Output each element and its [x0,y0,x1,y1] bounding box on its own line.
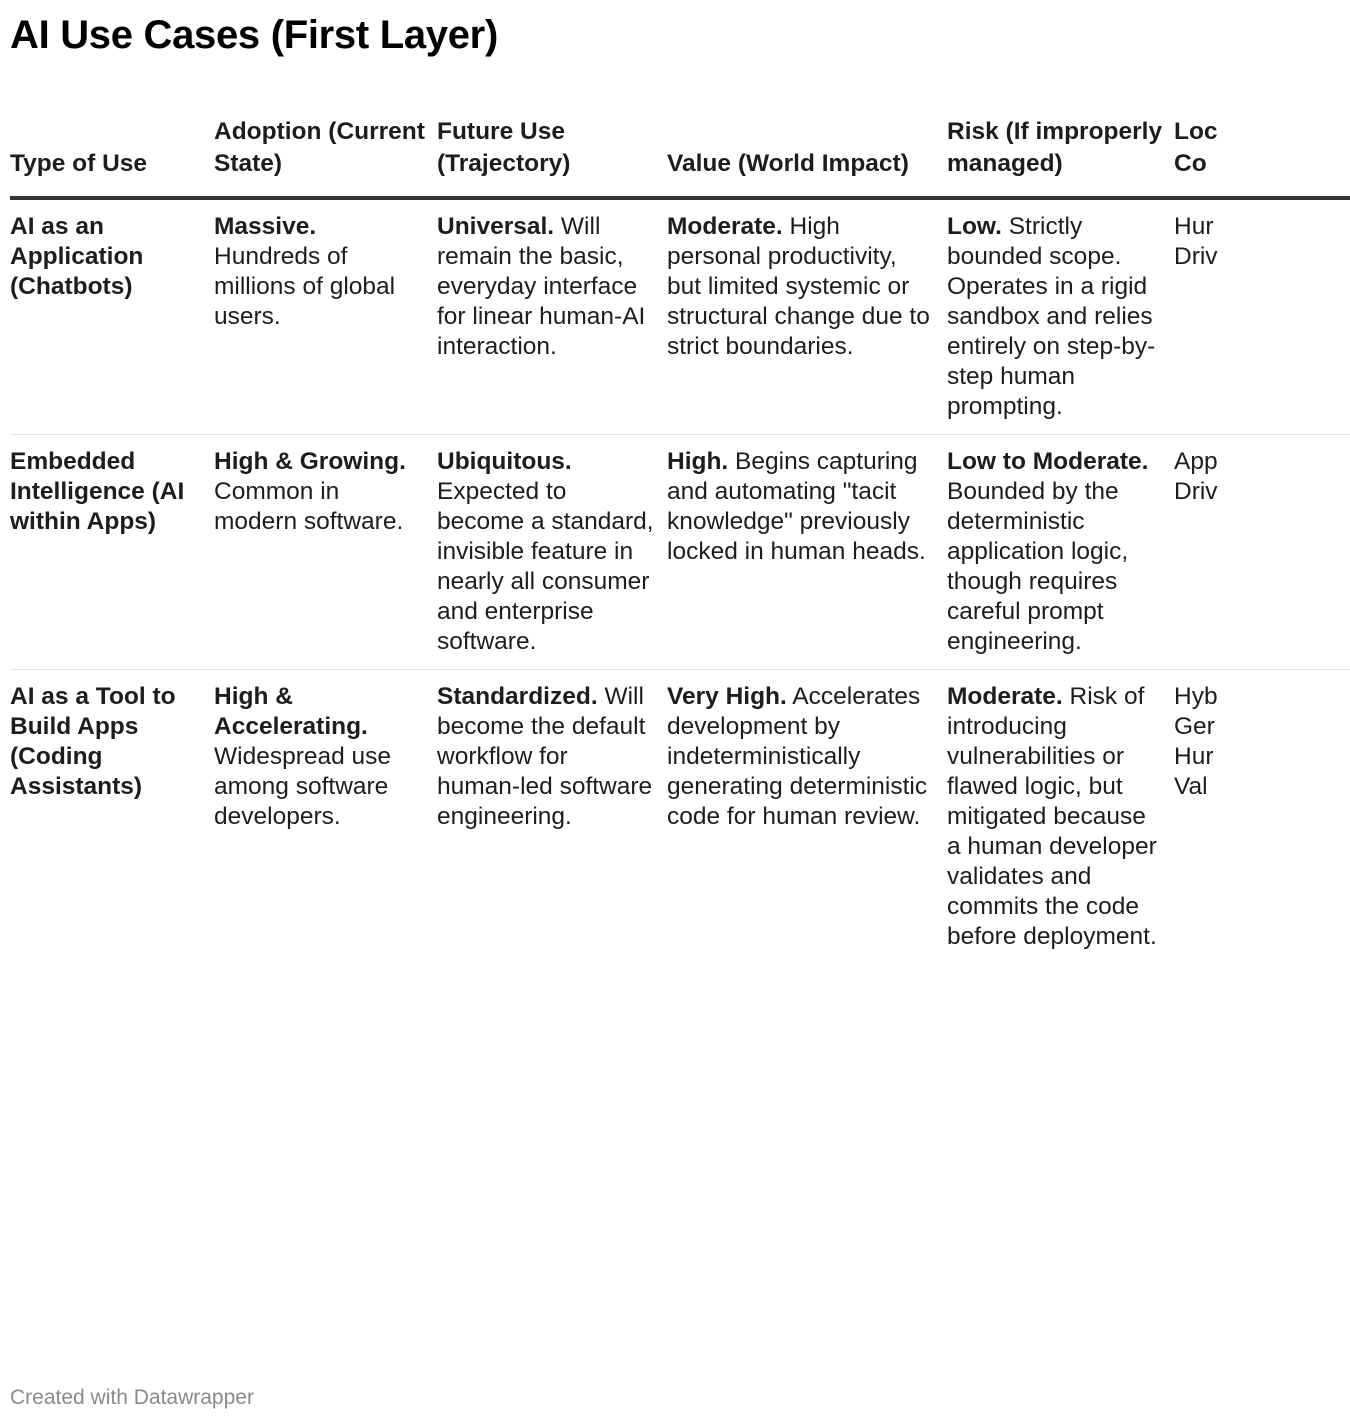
table-container [10,110,1218,1360]
column-header-adoption[interactable]: Adoption (Current State) [214,110,437,198]
table-row [10,670,1350,965]
cell-future [437,198,667,435]
cell-text: Begins capturing and automating "tacit knowledge" previously locked in human heads. [667,448,926,565]
cell-text: Hundreds of millions of global users. [214,243,396,330]
cell-lead: Ubiquitous. [437,448,572,475]
cell-text: Risk of introducing vulnerabilities or flawed logic, but mitigated because a human developer validates and commits the code before deployment. [947,683,1157,950]
cell-lead: High & Accelerating. [214,683,368,740]
cell-text: Accelerates development by indeterministically generating deterministic code for human review. [667,683,928,830]
cell-truncated [1174,198,1350,435]
cell-line: App [1174,448,1218,475]
cell-line: Hur [1174,743,1214,770]
cell-future [437,435,667,670]
cell-value [667,670,947,965]
header-line: Loc [1174,118,1218,145]
cell-lead: Low to Moderate. [947,448,1149,475]
cell-line: Hur [1174,213,1214,240]
cell-lead: Moderate. [947,683,1063,710]
use-cases-table [10,110,1350,964]
header-line: Co [1174,150,1207,177]
column-header-risk[interactable]: Risk (If improperly managed) [947,110,1174,198]
cell-text: Widespread use among software developers. [214,743,392,830]
cell-lead: Universal. [437,213,555,240]
cell-truncated [1174,670,1350,965]
cell-text: Bounded by the deterministic application logic, though requires careful prompt engineering. [947,478,1129,655]
cell-adoption [214,670,437,965]
cell-value [667,198,947,435]
column-header-value[interactable]: Value (World Impact) [667,110,947,198]
cell-truncated [1174,435,1350,670]
column-header-future[interactable]: Future Use (Trajectory) [437,110,667,198]
cell-adoption [214,435,437,670]
cell-text: Will become the default workflow for human-led software engineering. [437,683,653,830]
cell-type: AI as an Application (Chatbots) [10,198,214,435]
cell-risk [947,435,1174,670]
cell-type: Embedded Intelligence (AI within Apps) [10,435,214,670]
cell-lead: Very High. [667,683,787,710]
cell-risk [947,198,1174,435]
cell-line: Val [1174,773,1208,800]
cell-line: Driv [1174,243,1218,270]
cell-lead: Standardized. [437,683,598,710]
cell-text: Expected to become a standard, invisible feature in nearly all consumer and enterprise software. [437,478,654,655]
table-row [10,435,1350,670]
cell-line: Driv [1174,478,1218,505]
credit-footer[interactable]: Created with Datawrapper [10,1386,254,1409]
cell-type: AI as a Tool to Build Apps (Coding Assistants) [10,683,176,800]
cell-risk [947,670,1174,965]
cell-text: High personal productivity, but limited systemic or structural change due to strict boundaries. [667,213,930,360]
column-header-type[interactable]: Type of Use [10,110,214,198]
table-header-row [10,110,1350,198]
cell-lead: Moderate. [667,213,783,240]
cell-line: Hyb [1174,683,1218,710]
page-title: AI Use Cases (First Layer) [10,13,498,57]
cell-text: Strictly bounded scope. Operates in a rigid sandbox and relies entirely on step-by-step human prompting. [947,213,1156,420]
cell-line: Ger [1174,713,1215,740]
cell-future [437,670,667,965]
cell-text: Will remain the basic, everyday interface for linear human-AI interaction. [437,213,646,360]
cell-text: Common in modern software. [214,478,404,535]
column-header-truncated[interactable] [1174,110,1350,198]
table-row [10,198,1350,435]
cell-lead: High & Growing. [214,448,406,475]
cell-lead: Massive. [214,213,317,240]
cell-value [667,435,947,670]
cell-adoption [214,198,437,435]
cell-lead: High. [667,448,729,475]
cell-lead: Low. [947,213,1002,240]
